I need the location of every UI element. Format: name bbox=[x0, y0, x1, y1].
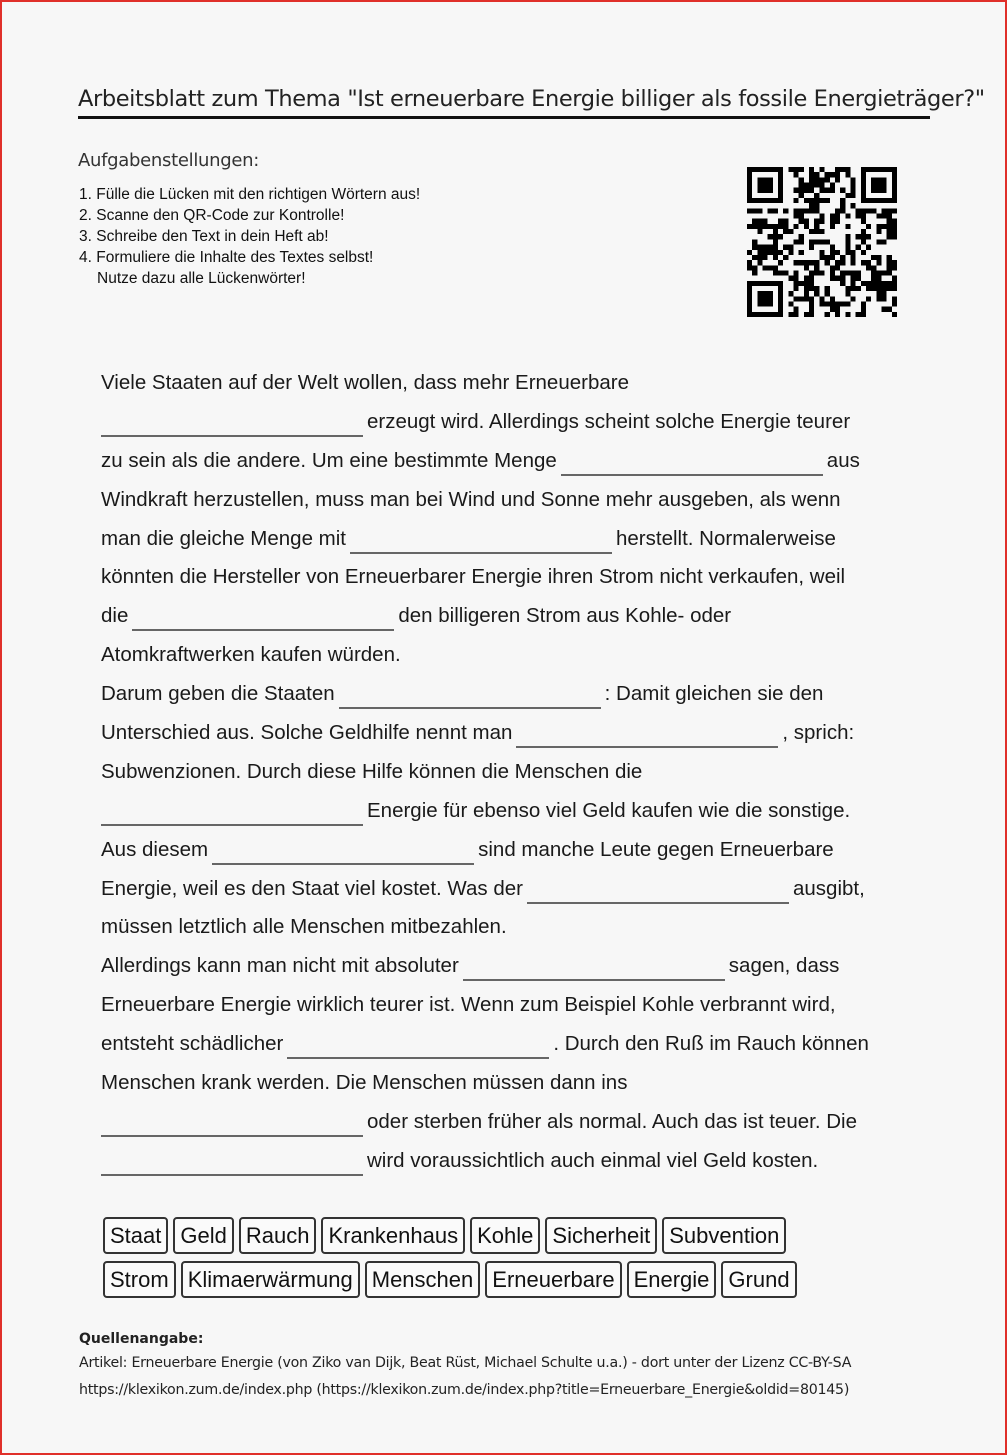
text-line bbox=[101, 908, 921, 947]
task-item: 1. Fülle die Lücken mit den richtigen Wörtern aus! bbox=[79, 186, 421, 203]
qr-code[interactable] bbox=[747, 167, 897, 317]
word-chip[interactable]: Erneuerbare bbox=[485, 1261, 621, 1298]
task-item: Nutze dazu alle Lückenwörter! bbox=[97, 270, 306, 287]
text-line bbox=[101, 481, 921, 520]
text-segment: entsteht schädlicher bbox=[101, 1032, 284, 1056]
text-segment: Erneuerbare Energie wirklich teurer ist. Wenn zum Beispiel Kohle verbrannt wird, bbox=[101, 993, 836, 1017]
word-chip[interactable]: Menschen bbox=[365, 1261, 481, 1298]
text-segment: ausgibt, bbox=[792, 876, 865, 900]
worksheet-title: Arbeitsblatt zum Thema "Ist erneuerbare Energie billiger als fossile Energieträger?" bbox=[78, 86, 985, 112]
blank-gap[interactable] bbox=[101, 411, 363, 437]
text-line bbox=[101, 831, 921, 870]
text-segment: Menschen krank werden. Die Menschen müssen dann ins bbox=[101, 1071, 628, 1095]
word-bank-row bbox=[103, 1261, 903, 1305]
blank-gap[interactable] bbox=[561, 450, 823, 476]
task-item: 4. Formuliere die Inhalte des Textes selbst! bbox=[79, 249, 374, 266]
text-line bbox=[101, 520, 921, 559]
text-line bbox=[101, 947, 921, 986]
word-chip[interactable]: Staat bbox=[103, 1217, 168, 1254]
text-line bbox=[101, 1025, 921, 1064]
text-segment: die bbox=[101, 604, 129, 628]
text-segment: Windkraft herzustellen, muss man bei Wind und Sonne mehr ausgeben, als wenn bbox=[101, 487, 841, 511]
sources-heading: Quellenangabe: bbox=[79, 1331, 204, 1347]
text-line bbox=[101, 442, 921, 481]
word-chip[interactable]: Rauch bbox=[239, 1217, 317, 1254]
blank-gap[interactable] bbox=[287, 1033, 549, 1059]
word-chip[interactable]: Geld bbox=[173, 1217, 233, 1254]
blank-gap[interactable] bbox=[101, 1111, 363, 1137]
task-list bbox=[79, 184, 420, 289]
title-underline bbox=[78, 116, 930, 119]
blank-gap[interactable] bbox=[132, 605, 394, 631]
text-segment: aus bbox=[826, 448, 860, 472]
text-segment: Atomkraftwerken kaufen würden. bbox=[101, 643, 401, 667]
text-segment: , sprich: bbox=[782, 721, 855, 745]
text-segment: wird voraussichtlich auch einmal viel Geld kosten. bbox=[367, 1148, 819, 1172]
blank-gap[interactable] bbox=[101, 800, 363, 826]
word-chip[interactable]: Strom bbox=[103, 1261, 176, 1298]
text-segment: Aus diesem bbox=[101, 837, 209, 861]
word-bank bbox=[103, 1217, 903, 1305]
text-segment: müssen letztlich alle Menschen mitbezahlen. bbox=[101, 915, 507, 939]
word-chip[interactable]: Grund bbox=[721, 1261, 796, 1298]
text-segment: erzeugt wird. Allerdings scheint solche Energie teurer bbox=[367, 409, 851, 433]
text-segment: Subwenzionen. Durch diese Hilfe können die Menschen die bbox=[101, 759, 643, 783]
text-segment: zu sein als die andere. Um eine bestimmte Menge bbox=[101, 448, 557, 472]
text-segment: : Damit gleichen sie den bbox=[604, 682, 824, 706]
text-segment: könnten die Hersteller von Erneuerbarer Energie ihren Strom nicht verkaufen, weil bbox=[101, 565, 846, 589]
text-line bbox=[101, 1103, 921, 1142]
text-segment: Allerdings kann man nicht mit absoluter bbox=[101, 954, 459, 978]
text-segment: man die gleiche Menge mit bbox=[101, 526, 346, 550]
word-bank-row bbox=[103, 1217, 903, 1261]
text-segment: sagen, dass bbox=[728, 954, 840, 978]
text-segment: Unterschied aus. Solche Geldhilfe nennt man bbox=[101, 721, 513, 745]
task-item: 3. Schreibe den Text in dein Heft ab! bbox=[79, 228, 329, 245]
word-chip[interactable]: Energie bbox=[627, 1261, 717, 1298]
text-line bbox=[101, 714, 921, 753]
text-segment: Viele Staaten auf der Welt wollen, dass mehr Erneuerbare bbox=[101, 371, 629, 394]
text-line bbox=[101, 403, 921, 442]
text-segment: sind manche Leute gegen Erneuerbare bbox=[478, 837, 834, 861]
text-segment: Energie, weil es den Staat viel kostet. Was der bbox=[101, 876, 523, 900]
cloze-text bbox=[101, 364, 921, 1181]
blank-gap[interactable] bbox=[527, 878, 789, 904]
text-line bbox=[101, 675, 921, 714]
task-item: 2. Scanne den QR-Code zur Kontrolle! bbox=[79, 207, 345, 224]
blank-gap[interactable] bbox=[350, 528, 612, 554]
word-chip[interactable]: Kohle bbox=[470, 1217, 540, 1254]
text-line bbox=[101, 558, 921, 597]
text-line bbox=[101, 986, 921, 1025]
text-line bbox=[101, 1064, 921, 1103]
tasks-heading: Aufgabenstellungen: bbox=[78, 150, 260, 171]
text-segment: . Durch den Ruß im Rauch können bbox=[553, 1032, 869, 1056]
text-segment: den billigeren Strom aus Kohle- oder bbox=[398, 604, 732, 628]
text-segment: Darum geben die Staaten bbox=[101, 682, 335, 706]
blank-gap[interactable] bbox=[516, 722, 778, 748]
text-line bbox=[101, 597, 921, 636]
blank-gap[interactable] bbox=[101, 1150, 363, 1176]
text-line bbox=[101, 364, 921, 403]
text-segment: Energie für ebenso viel Geld kaufen wie die sonstige. bbox=[367, 798, 851, 822]
text-line bbox=[101, 636, 921, 675]
word-chip[interactable]: Subvention bbox=[662, 1217, 786, 1254]
word-chip[interactable]: Krankenhaus bbox=[321, 1217, 465, 1254]
text-segment: oder sterben früher als normal. Auch das ist teuer. Die bbox=[367, 1109, 857, 1133]
text-line bbox=[101, 753, 921, 792]
source-url: https://klexikon.zum.de/index.php (https://klexikon.zum.de/index.php?title=Erneuerbare_Energie&oldid=80145) bbox=[79, 1382, 850, 1398]
blank-gap[interactable] bbox=[212, 839, 474, 865]
text-line bbox=[101, 870, 921, 909]
word-chip[interactable]: Klimaerwärmung bbox=[181, 1261, 360, 1298]
text-segment: herstellt. Normalerweise bbox=[616, 526, 836, 550]
source-article: Artikel: Erneuerbare Energie (von Ziko van Dijk, Beat Rüst, Michael Schulte u.a.) - dort unter der Lizenz CC-BY-SA bbox=[79, 1355, 852, 1371]
word-chip[interactable]: Sicherheit bbox=[545, 1217, 657, 1254]
sources-section bbox=[79, 1328, 959, 1404]
blank-gap[interactable] bbox=[339, 683, 601, 709]
text-line bbox=[101, 792, 921, 831]
blank-gap[interactable] bbox=[463, 955, 725, 981]
text-line bbox=[101, 1142, 921, 1181]
